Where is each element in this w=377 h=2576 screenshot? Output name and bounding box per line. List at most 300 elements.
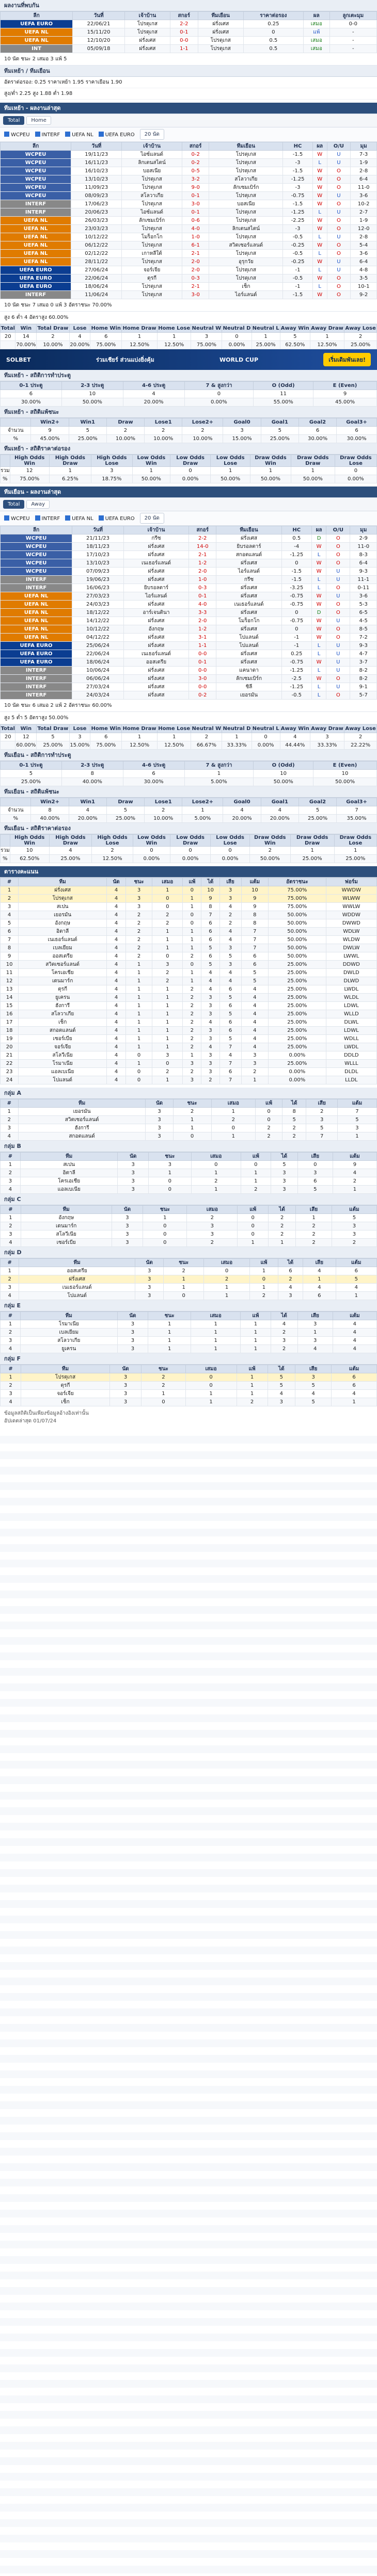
result: L	[311, 683, 326, 691]
stat-cell: รวม	[1, 847, 10, 855]
score: 0-1	[170, 28, 198, 37]
tab-away-total[interactable]: Total	[3, 500, 24, 509]
match-date: 11/06/24	[71, 291, 122, 299]
over-under: U	[326, 658, 350, 667]
checkbox-icon[interactable]	[35, 515, 40, 521]
column-header: 2-3 ประตู	[61, 762, 123, 770]
home-team: ยิบรอลตาร์	[123, 584, 189, 592]
standings-cell: 25.00%	[269, 1035, 326, 1043]
standings-cell: 3	[183, 1060, 201, 1068]
over-under: O	[327, 283, 351, 291]
group-cell: 1	[241, 1328, 271, 1337]
group-cell: 1	[241, 1169, 271, 1177]
home-team: โมร็อกโก	[122, 233, 182, 241]
handicap: 0.5	[243, 37, 303, 45]
handicap: -2.5	[281, 675, 311, 683]
column-header: 4-6 ประตู	[123, 762, 184, 770]
ad-cta-button[interactable]: เริ่มเดิมพันเลย!	[323, 353, 371, 366]
standings-cell: 3	[201, 1002, 219, 1010]
group-row	[1, 1108, 377, 1116]
standings-cell: 50.00%	[269, 952, 326, 961]
standings-cell: 0	[183, 911, 201, 919]
group-cell: 3	[187, 1230, 238, 1239]
group-cell: 3	[271, 1186, 297, 1194]
over-under: O	[326, 625, 350, 634]
home-team: โปรตุเกส	[124, 28, 170, 37]
standings-cell: 50.00%	[269, 928, 326, 936]
goal-count: 1	[184, 770, 254, 778]
standings-cell: 4	[107, 1010, 126, 1018]
group-cell: 5	[271, 1161, 297, 1169]
column-header	[1, 798, 31, 806]
result: W	[311, 617, 326, 625]
table-row	[1, 45, 377, 53]
home-team: ตุรกี	[122, 274, 182, 283]
away-team: ฝรั่งเศส	[198, 28, 243, 37]
away-team: โปรตุเกส	[209, 208, 283, 217]
group-title: กลุ่ม E	[0, 1300, 377, 1311]
stat-cell: 2	[145, 427, 182, 435]
standings-cell: 4	[107, 936, 126, 944]
group-cell: 2	[187, 1239, 238, 1247]
column-header: #	[1, 1206, 21, 1214]
standings-cell: 25.00%	[269, 969, 326, 977]
corner: -	[329, 28, 376, 37]
column-header	[1, 835, 10, 847]
group-cell: 2	[142, 1373, 185, 1382]
standings-row	[1, 1068, 377, 1076]
standings-cell: 4	[241, 985, 269, 994]
match-date: 23/03/23	[71, 225, 122, 233]
table-row	[1, 667, 377, 675]
column-header: ชนะ	[143, 1206, 187, 1214]
away-filter-line	[0, 511, 377, 526]
group-table	[0, 1258, 377, 1300]
checkbox-icon[interactable]	[99, 132, 104, 137]
corner: 3-6	[350, 592, 377, 601]
away-team: โปรตุเกส	[209, 266, 283, 274]
away-team: สวิตเซอร์แลนด์	[209, 241, 283, 250]
group-cell: 1	[191, 1345, 241, 1353]
home-team: ลักเซมเบิร์ก	[122, 217, 182, 225]
standings-cell: 7	[241, 936, 269, 944]
table-row	[1, 691, 377, 700]
filter-wcpeu[interactable]: WCPEU	[4, 132, 30, 138]
match-date: 04/12/22	[72, 634, 124, 642]
group-title: กลุ่ม A	[0, 1088, 377, 1099]
result: W	[312, 167, 327, 175]
column-header: Win2+	[31, 418, 69, 427]
result: W	[312, 258, 327, 266]
standings-row	[1, 985, 377, 994]
group-cell: สวิตเซอร์แลนด์	[18, 1116, 146, 1124]
standings-cell: 1	[1, 886, 19, 895]
stat-cell: 25.00%	[299, 815, 336, 823]
standings-cell: 3	[125, 886, 152, 895]
column-header: นัด	[112, 1206, 143, 1214]
group-cell: 4	[1, 1398, 21, 1406]
corner: 2-8	[351, 233, 377, 241]
column-header: เสมอ	[185, 1365, 237, 1373]
group-cell: 3	[148, 1161, 191, 1169]
standings-cell: 4	[107, 886, 126, 895]
total-count: 2	[191, 733, 222, 741]
filter-interf[interactable]: INTERF	[35, 132, 60, 138]
total-percent: 12.50%	[310, 341, 344, 349]
standings-cell: 7	[219, 1076, 241, 1084]
corner: 6-4	[351, 258, 377, 266]
total-count: 1	[157, 333, 191, 341]
filter-wcpeu[interactable]: WCPEU	[4, 515, 30, 522]
score: 2-2	[189, 534, 216, 543]
column-header: Home Lose	[157, 325, 191, 333]
standings-row	[1, 936, 377, 944]
over-under: U	[326, 592, 350, 601]
handicap: 0	[243, 28, 303, 37]
column-header: ลีก	[1, 526, 72, 534]
standings-cell: 8	[201, 903, 219, 911]
match-date: 10/12/22	[72, 625, 124, 634]
standings-cell: 1	[152, 928, 183, 936]
standings-cell: 1	[152, 1027, 183, 1035]
column-header: ผล	[311, 526, 326, 534]
home-team: อังกฤษ	[123, 625, 189, 634]
group-cell: 1	[337, 1132, 376, 1141]
standings-cell: 4	[107, 911, 126, 919]
score: 0-0	[189, 683, 216, 691]
over-under: O	[326, 559, 350, 568]
table-row	[1, 175, 377, 184]
column-header: Neutral W	[191, 725, 222, 733]
group-cell: 2	[203, 1275, 249, 1284]
standings-cell: 6	[219, 1018, 241, 1027]
corner: 6-4	[351, 175, 377, 184]
table-row	[1, 475, 377, 483]
standings-cell: 7	[219, 1043, 241, 1051]
home-team: ฝรั่งเศส	[123, 551, 189, 559]
filter-uefa-nl[interactable]: UEFA NL	[65, 515, 93, 522]
standings-cell: 2	[219, 919, 241, 928]
standings-cell: 1	[152, 886, 183, 895]
home-totals-table	[0, 324, 377, 349]
stat-cell: 2	[145, 806, 182, 815]
home-team: กรีซ	[123, 534, 189, 543]
group-cell: 3	[1, 1337, 21, 1345]
group-cell: 3	[146, 1132, 173, 1141]
column-header: Neutral L	[252, 725, 280, 733]
group-cell: อังกฤษ	[21, 1214, 112, 1222]
total-percent: 12.50%	[157, 741, 191, 750]
score: 2-2	[170, 20, 198, 28]
total-percent: 0.00%	[252, 741, 280, 750]
result: W	[312, 151, 327, 159]
group-row	[1, 1390, 377, 1398]
stat-cell: 5	[106, 806, 144, 815]
filter-uefa-nl[interactable]: UEFA NL	[65, 132, 93, 138]
stat-cell: 5	[299, 806, 336, 815]
away-team: โปรตุเกส	[209, 233, 283, 241]
over-under: O	[326, 534, 350, 543]
group-cell: 3	[1, 1284, 19, 1292]
table-row	[1, 208, 377, 217]
total-percent: 15.00%	[69, 741, 90, 750]
group-cell: 1	[237, 1382, 268, 1390]
column-header: Lose2+	[182, 418, 223, 427]
filter-uefa-euro[interactable]: UEFA EURO	[99, 132, 135, 138]
column-header: E (Even)	[313, 762, 377, 770]
stat-cell: รวม	[1, 467, 10, 475]
standings-cell: 5	[219, 994, 241, 1002]
stat-cell: 1	[290, 847, 334, 855]
table-row	[1, 274, 377, 283]
group-table	[0, 1365, 377, 1406]
handicap: 0.5	[281, 534, 311, 543]
handicap: -3	[283, 225, 313, 233]
group-cell: 1	[173, 1124, 211, 1132]
table-row	[1, 847, 377, 855]
standings-cell: 1	[125, 969, 152, 977]
column-header: แพ้	[256, 1099, 282, 1108]
standings-cell: 1	[152, 985, 183, 994]
away-team: โมร็อกโก	[216, 617, 281, 625]
standings-cell: 4	[107, 928, 126, 936]
league-badge: UEFA NL	[1, 601, 72, 609]
tab-home-total[interactable]: Total	[3, 116, 24, 125]
handicap: -3	[283, 159, 313, 167]
stat-cell: 1	[182, 806, 223, 815]
standings-cell: 8	[241, 919, 269, 928]
column-header: Win	[15, 325, 37, 333]
standings-cell: ฮังการี	[19, 1002, 107, 1010]
stat-cell: 50.00%	[291, 475, 335, 483]
group-cell: 3	[118, 1161, 148, 1169]
standings-cell: 4	[219, 903, 241, 911]
away-team: ฝรั่งเศส	[216, 559, 281, 568]
column-header: มุม	[351, 142, 377, 151]
group-cell: ยูเครน	[21, 1345, 118, 1353]
match-date: 14/12/22	[72, 617, 124, 625]
group-cell: 2	[250, 1292, 278, 1300]
total-percent: 0.00%	[222, 341, 252, 349]
column-header: HC	[283, 142, 313, 151]
standings-cell: 6	[201, 928, 219, 936]
group-row	[1, 1373, 377, 1382]
match-date: 20/06/23	[71, 208, 122, 217]
column-header: ทีม	[19, 1259, 135, 1267]
away-team: บอสเนีย	[209, 200, 283, 208]
over-under: U	[326, 683, 350, 691]
total-count: 3	[69, 733, 90, 741]
standings-cell: 4	[107, 1035, 126, 1043]
table-row	[1, 634, 377, 642]
away-team: แคนาดา	[216, 667, 281, 675]
column-header: ทีมเยือน	[198, 12, 243, 20]
standings-row	[1, 977, 377, 985]
group-cell: 3	[109, 1373, 141, 1382]
group-cell: 3	[117, 1328, 148, 1337]
stat-cell: 4	[223, 806, 261, 815]
column-header: แต้ม	[332, 1206, 376, 1214]
count-select[interactable]: 20 นัด	[140, 129, 164, 140]
column-header: Low Odds Lose	[211, 835, 250, 847]
checkbox-icon[interactable]	[65, 515, 70, 521]
group-cell: 0	[148, 1186, 191, 1194]
stat-cell: 12	[10, 467, 49, 475]
group-cell: 5	[306, 1124, 338, 1132]
standings-cell: 0	[152, 895, 183, 903]
home-team: ฝรั่งเศส	[123, 634, 189, 642]
group-cell: 0	[143, 1222, 187, 1230]
column-header: เสีย	[297, 1153, 333, 1161]
filter-uefa-euro[interactable]: UEFA EURO	[99, 515, 135, 522]
standings-cell: 6	[241, 961, 269, 969]
group-cell: 0	[250, 1275, 278, 1284]
group-cell: 7	[337, 1108, 376, 1116]
standings-cell: 3	[219, 895, 241, 903]
standings-cell: 2	[183, 1068, 201, 1076]
table-row	[1, 576, 377, 584]
column-header: เสีย	[303, 1259, 336, 1267]
standings-cell: 1	[125, 1035, 152, 1043]
column-header: Total	[1, 725, 15, 733]
over-under: O	[326, 675, 350, 683]
column-header: #	[1, 878, 19, 886]
stat-cell: 5	[261, 427, 299, 435]
checkbox-icon[interactable]	[4, 132, 9, 137]
group-cell: 3	[1, 1177, 21, 1186]
standings-row	[1, 1076, 377, 1084]
standings-cell: DLWL	[326, 1018, 376, 1027]
standings-cell: 6	[219, 985, 241, 994]
group-cell: 1	[148, 1320, 191, 1328]
column-header: ได้	[278, 1259, 303, 1267]
group-row	[1, 1214, 377, 1222]
match-date: 22/06/21	[73, 20, 125, 28]
standings-cell: 2	[201, 1076, 219, 1084]
standings-cell: 13	[1, 985, 19, 994]
away-summary-1: 10 นัด ชนะ 6 เสมอ 2 แพ้ 2 อัตราชนะ 60.00%	[0, 700, 377, 712]
column-header: 7 & สูงกว่า	[184, 382, 254, 390]
group-cell: 2	[241, 1186, 271, 1194]
away-totals-table	[0, 724, 377, 750]
checkbox-icon[interactable]	[35, 132, 40, 137]
checkbox-icon[interactable]	[99, 515, 104, 521]
table-row	[1, 200, 377, 208]
total-percent: 62.50%	[280, 341, 310, 349]
standings-cell: 2	[152, 911, 183, 919]
home-team: โปรตุเกส	[122, 258, 182, 266]
goal-percent: 40.00%	[61, 778, 123, 786]
column-header: O (Odd)	[254, 382, 313, 390]
table-row	[1, 642, 377, 650]
standings-cell: 6	[201, 919, 219, 928]
filter-interf[interactable]: INTERF	[35, 515, 60, 522]
stat-cell: 0	[133, 847, 170, 855]
odds-away-label: ทีมเยือน	[29, 68, 50, 74]
column-header: Goal3+	[337, 798, 377, 806]
group-cell: 1	[241, 1345, 271, 1353]
standings-cell: 2	[152, 1068, 183, 1076]
standings-cell: 8	[1, 944, 19, 952]
count-select[interactable]: 20 นัด	[140, 513, 164, 524]
total-percent: 25.00%	[252, 341, 280, 349]
standings-cell: 9	[1, 952, 19, 961]
corner: 8-2	[350, 667, 377, 675]
stat-cell: 25.00%	[261, 435, 299, 443]
corner: 6-5	[350, 609, 377, 617]
column-header: ได้	[271, 1312, 297, 1320]
over-under: O	[326, 543, 350, 551]
standings-cell: 1	[125, 1018, 152, 1027]
group-cell: 1	[191, 1320, 241, 1328]
column-header: Win1	[69, 418, 106, 427]
over-under: O	[327, 250, 351, 258]
score: 0-1	[182, 208, 209, 217]
group-title: กลุ่ม F	[0, 1353, 377, 1365]
standings-cell: อังกฤษ	[19, 919, 107, 928]
group-row	[1, 1186, 377, 1194]
group-cell: 3	[1, 1230, 21, 1239]
corner: 8-3	[350, 551, 377, 559]
corner: 9-3	[350, 568, 377, 576]
column-header: 0-1 ประตู	[1, 762, 62, 770]
checkbox-icon[interactable]	[65, 132, 70, 137]
column-header: เสมอ	[211, 1099, 256, 1108]
stat-cell: 50.00%	[211, 475, 250, 483]
standings-cell: 2	[125, 936, 152, 944]
handicap: -1.25	[281, 683, 311, 691]
match-date: 28/11/22	[71, 258, 122, 266]
group-cell: แอลเบเนีย	[20, 1186, 118, 1194]
column-header: Total	[1, 325, 15, 333]
stat-cell: 30.00%	[299, 435, 336, 443]
column-header: Away Lose	[344, 725, 377, 733]
standings-cell: 4	[107, 903, 126, 911]
total-count: 6	[90, 333, 122, 341]
column-header: วันที่	[73, 12, 125, 20]
column-header: แต้ม	[337, 1099, 376, 1108]
home-team: โปรตุเกส	[124, 20, 170, 28]
checkbox-icon[interactable]	[4, 515, 9, 521]
away-team: ฝรั่งเศส	[216, 584, 281, 592]
league-badge: UEFA NL	[1, 225, 71, 233]
standings-cell: 1	[125, 1027, 152, 1035]
goal-count: 0	[184, 390, 254, 398]
home-team: ฝรั่งเศส	[124, 37, 170, 45]
score: 1-2	[189, 625, 216, 634]
standings-cell: 0	[183, 919, 201, 928]
table-row	[1, 568, 377, 576]
standings-cell: สโลวีเนีย	[19, 1051, 107, 1060]
table-row	[1, 855, 377, 863]
group-cell: ฝรั่งเศส	[19, 1275, 135, 1284]
ad-banner[interactable]	[0, 349, 377, 370]
tab-away-away[interactable]: Away	[26, 500, 50, 509]
stat-cell: 25.00%	[49, 855, 91, 863]
standings-cell: DLWD	[326, 977, 376, 985]
tab-home-home[interactable]: Home	[26, 116, 51, 125]
table-row	[1, 609, 377, 617]
column-header: เสีย	[296, 1206, 332, 1214]
group-cell: 2	[191, 1177, 241, 1186]
column-header: O/U	[327, 142, 351, 151]
group-cell: 2	[296, 1239, 332, 1247]
home-team: ฝรั่งเศส	[123, 642, 189, 650]
standings-cell: 0	[125, 1068, 152, 1076]
group-cell: 6	[303, 1292, 336, 1300]
total-count: 4	[69, 333, 90, 341]
column-header: #	[1, 1259, 19, 1267]
